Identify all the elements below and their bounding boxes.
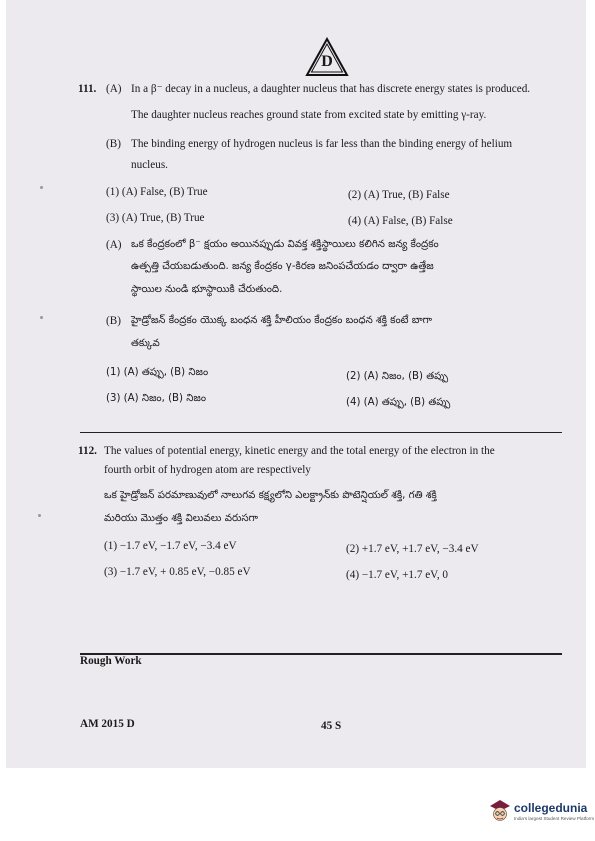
- brand-tagline: India's largest Student Review Platform: [514, 816, 595, 821]
- question-text: The values of potential energy, kinetic energy and the total energy of the electron in the: [104, 445, 495, 457]
- telugu-statement-text: తక్కువ: [131, 338, 160, 349]
- telugu-statement-text: ఉత్పత్తి చేయబడుతుంది. జన్య కేంద్రకం γ-కిరణ జనింపచేయడం ద్వారా ఉత్తేజ: [131, 261, 434, 272]
- rough-work-divider: [80, 653, 562, 655]
- page-number: 45 S: [321, 720, 342, 732]
- question-number: 111.: [78, 83, 97, 95]
- answer-option[interactable]: (3) (A) నిజం, (B) నిజం: [106, 393, 207, 404]
- student-avatar-icon: [488, 797, 512, 823]
- telugu-statement-text: ఒక కేంద్రకంలో β⁻ క్షయం అయినప్పుడు వివక్త శక్తిస్థాయిలు కలిగిన జన్య కేంద్రకం: [131, 239, 439, 250]
- statement-text: In a β⁻ decay in a nucleus, a daughter nucleus that has discrete energy states is produced.: [131, 83, 531, 95]
- set-code: D: [321, 53, 333, 70]
- answer-option[interactable]: (2) (A) True, (B) False: [348, 189, 450, 201]
- telugu-statement-text: హైడ్రోజన్ కేంద్రకం యొక్క బంధన శక్తి హీలియం కేంద్రకం బంధన శక్తి కంటే బాగా: [131, 315, 433, 326]
- page-speck: [40, 316, 43, 319]
- answer-option[interactable]: (2) +1.7 eV, +1.7 eV, −3.4 eV: [346, 543, 479, 555]
- answer-option[interactable]: (1) (A) False, (B) True: [106, 186, 208, 198]
- question-number: 112.: [78, 445, 97, 457]
- answer-option[interactable]: (4) (A) తప్పు, (B) తప్పు: [346, 397, 451, 408]
- answer-option[interactable]: (1) (A) తప్పు, (B) నిజం: [106, 367, 209, 378]
- answer-option[interactable]: (2) (A) నిజం, (B) తప్పు: [346, 371, 449, 382]
- answer-option[interactable]: (4) (A) False, (B) False: [348, 215, 453, 227]
- rough-work-label: Rough Work: [80, 655, 142, 667]
- telugu-statement-text: స్థాయిల నుండి భూస్థాయికి చేరుతుంది.: [131, 284, 283, 295]
- statement-text: nucleus.: [131, 159, 168, 171]
- statement-label: (B): [106, 138, 121, 150]
- page-code: AM 2015 D: [80, 718, 135, 730]
- answer-option[interactable]: (1) −1.7 eV, −1.7 eV, −3.4 eV: [104, 540, 237, 552]
- statement-label: (A): [106, 239, 122, 251]
- statement-label: (A): [106, 83, 122, 95]
- brand-logo-text: collegedunia: [514, 801, 588, 815]
- answer-option[interactable]: (3) −1.7 eV, + 0.85 eV, −0.85 eV: [104, 566, 251, 578]
- statement-label: (B): [106, 315, 121, 327]
- question-divider: [80, 432, 562, 433]
- statement-text: The daughter nucleus reaches ground state from excited state by emitting γ-ray.: [131, 109, 487, 121]
- page-speck: [38, 514, 41, 517]
- telugu-question-text: ఒక హైడ్రోజన్ పరమాణువులో నాలుగవ కక్ష్యలోని ఎలక్ట్రాన్‌కు పొటెన్షియల్ శక్తి, గతి శక్తి: [104, 490, 437, 501]
- telugu-question-text: మరియు మొత్తం శక్తి విలువలు వరుసగా: [104, 513, 259, 524]
- page-speck: [40, 186, 43, 189]
- statement-text: The binding energy of hydrogen nucleus is far less than the binding energy of helium: [131, 138, 513, 150]
- question-text: fourth orbit of hydrogen atom are respectively: [104, 464, 311, 476]
- answer-option[interactable]: (3) (A) True, (B) True: [106, 212, 205, 224]
- answer-option[interactable]: (4) −1.7 eV, +1.7 eV, 0: [346, 569, 449, 581]
